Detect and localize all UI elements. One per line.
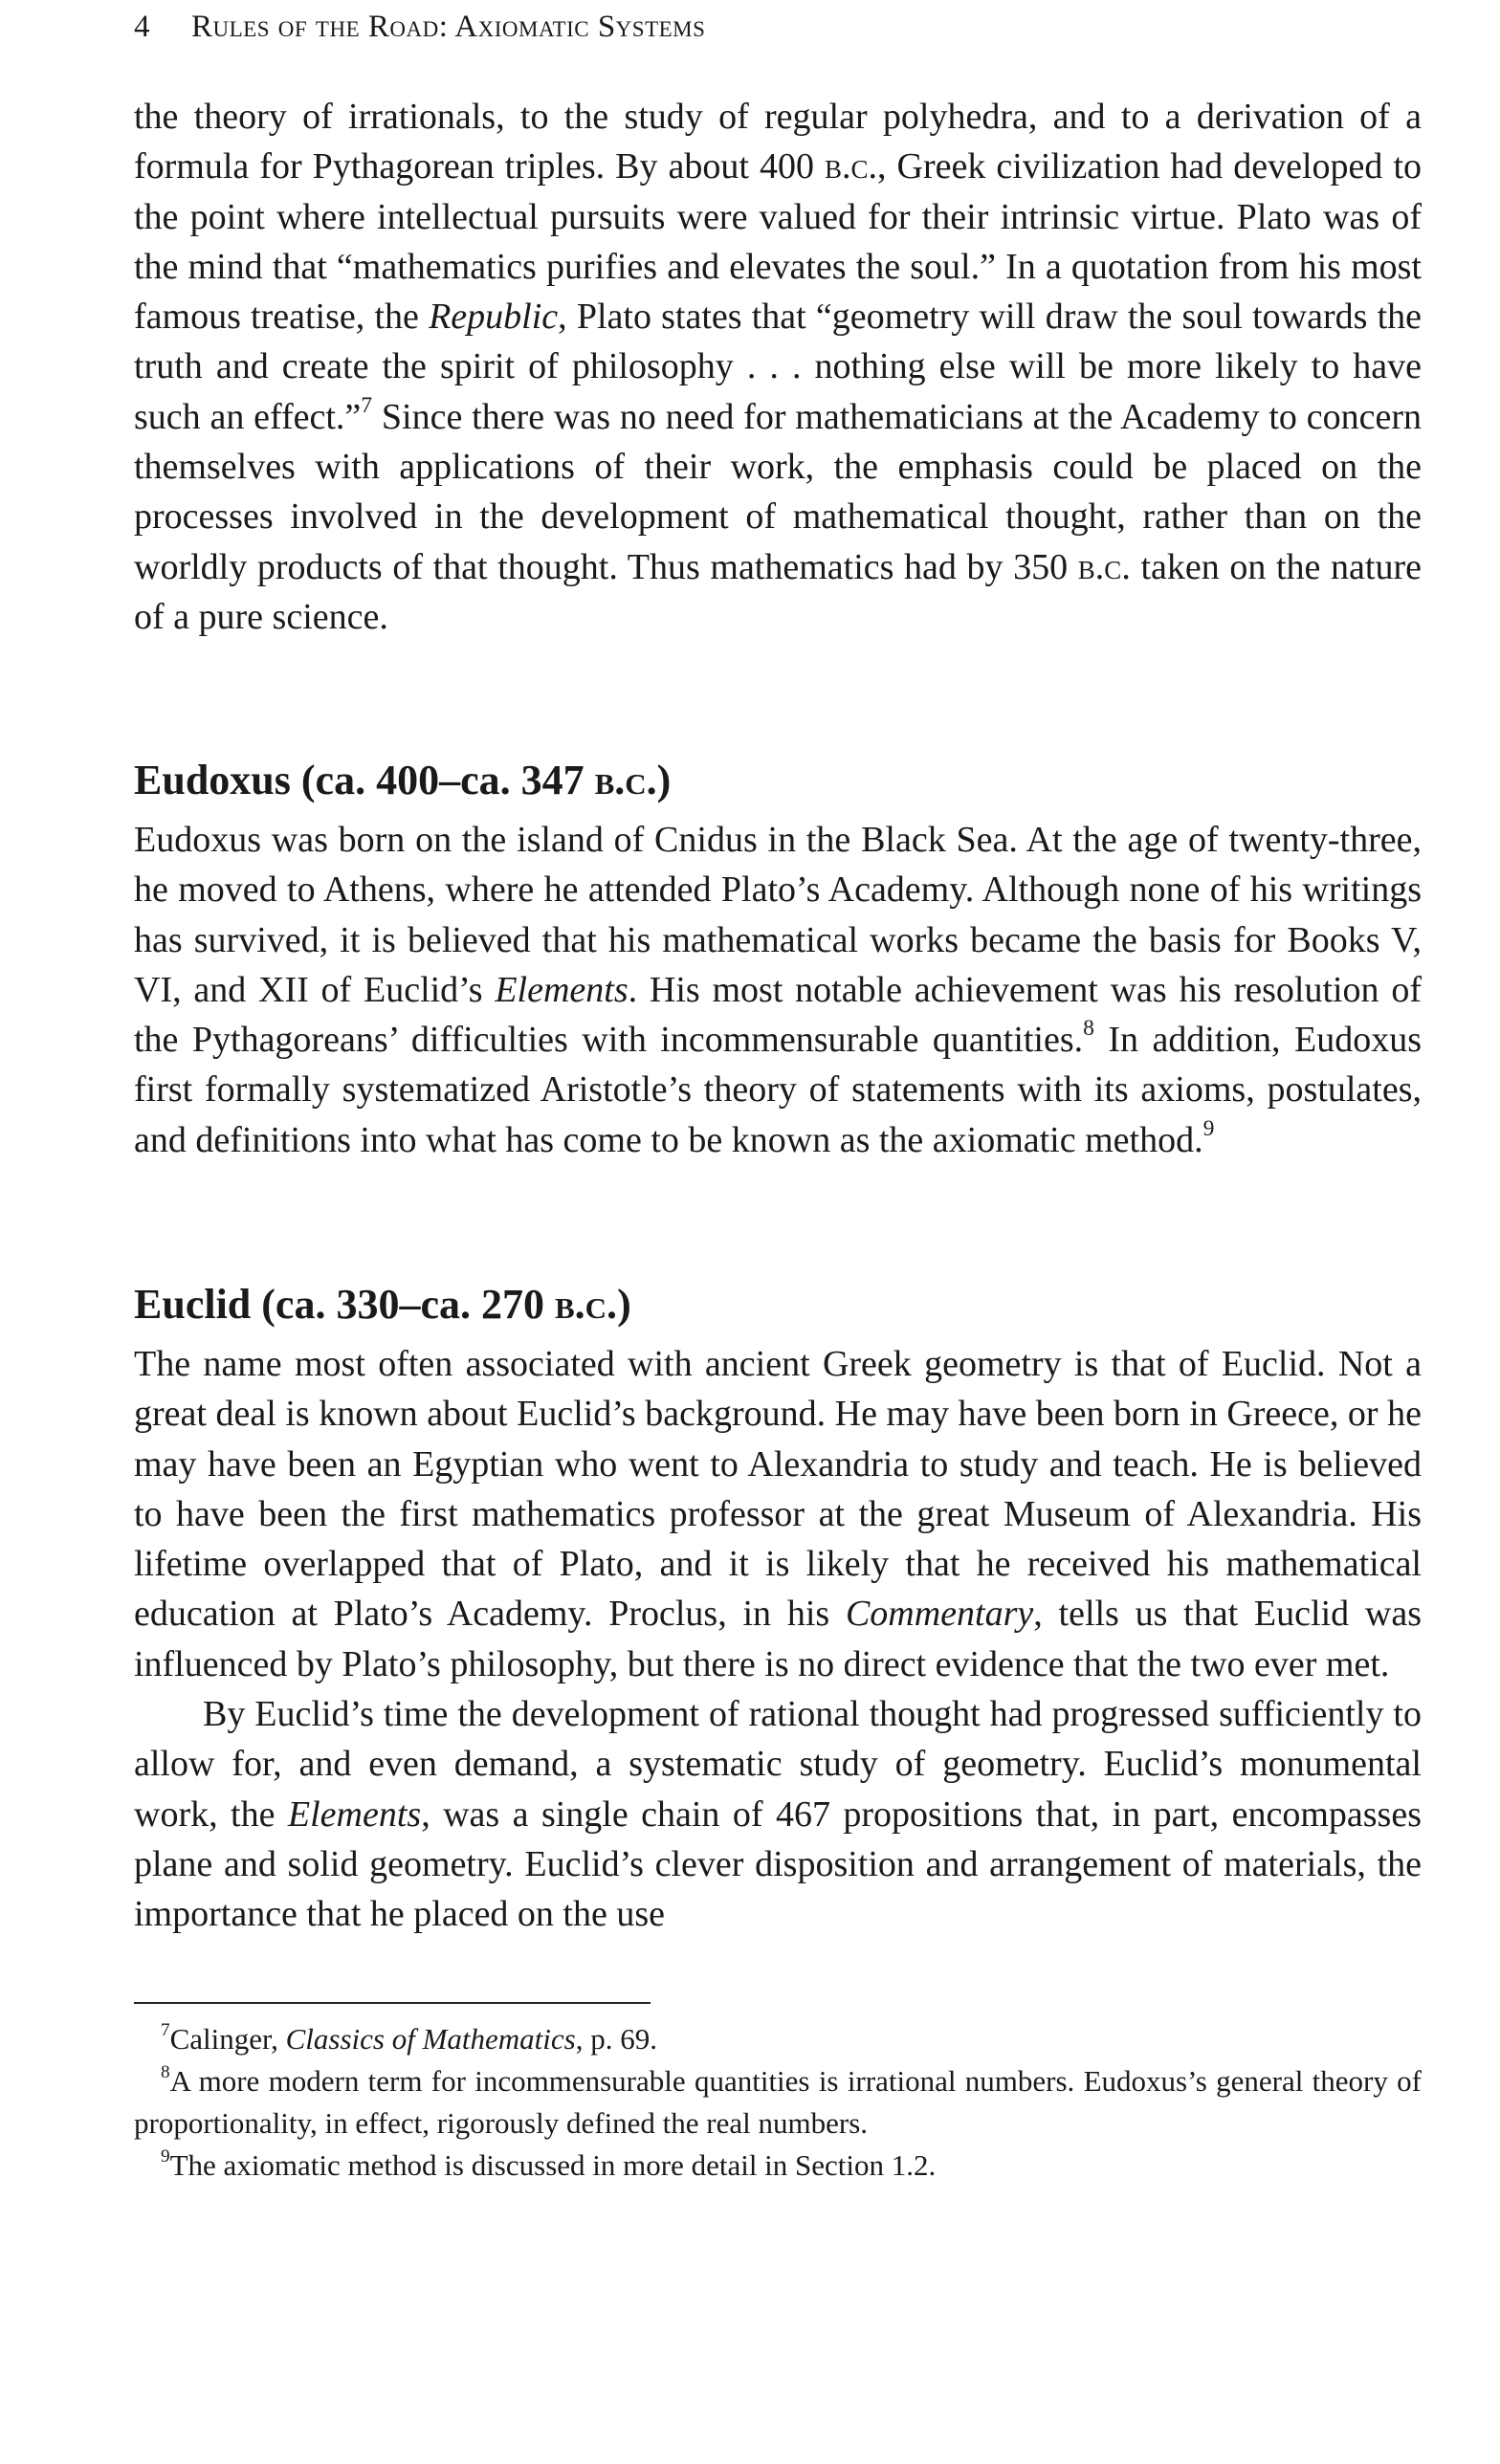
euclid-paragraph-2: By Euclid’s time the development of rational thought had progressed sufficiently to allow for, and even demand, a systematic study of geometry. Euclid’s monumental work, the Elements, was a single chain of 467 propositions that, in part, encompasses plane and solid geometry. Euclid’s clever disposition and arrangement of materials, the importance that he placed on the use <box>134 1694 1422 1935</box>
intro-paragraph: the theory of irrationals, to the study of regular polyhedra, and to a derivation of a formula for Pythagorean triples. By about 400 b.c., Greek civilization had developed to the point where intellectual pursuits were valued for their intrinsic virtue. Plato was of the mind that “mathematics purifies and elevates the soul.” In a quotation from his most famous treatise, the Republic, Plato states that “geometry will draw the soul towards the truth and create the spirit of philosophy . . . nothing else will be more likely to have such an effect.”$^7$ Since there was no need for mathematicians at the Academy to concern themselves with applications of their work, the emphasis could be placed on the processes involved in the development of mathematical thought, rather than on the worldly products of that thought. Thus mathematics had by 350 b.c. taken on the nature of a pure science. <box>134 97 1422 637</box>
running-header <box>134 10 705 45</box>
eudoxus-paragraph: Eudoxus was born on the island of Cnidus in the Black Sea. At the age of twenty-three, he moved to Athens, where he attended Plato’s Academy. Although none of his writings has survived, it is believed that his mathematical works became the basis for Books V, VI, and XII of Euclid’s Elements. His most notable achievement was his resolution of the Pythagoreans’ difficulties with incommensurable quantities.$^8$ In addition, Eudoxus first formally systematized Aristotle’s theory of statements with its axioms, postulates, and definitions into what has come to be known as the axiomatic method.$^9$ <box>134 820 1422 1160</box>
footnote-ref-8[interactable]: 8 <box>1083 1016 1094 1042</box>
book-title-commentary: Commentary <box>845 1594 1034 1635</box>
era-abbrev: b.c. <box>1077 546 1131 587</box>
section-heading-eudoxus: Eudoxus (ca. 400–ca. 347 b.c.) <box>134 757 672 803</box>
section-heading-euclid: Euclid (ca. 330–ca. 270 b.c.) <box>134 1281 631 1328</box>
footnote-ref-9[interactable]: 9 <box>1202 1115 1215 1141</box>
footnote-divider <box>134 2002 651 2004</box>
era-abbrev: b.c. <box>824 146 878 187</box>
euclid-section-body <box>134 1339 1422 1940</box>
book-title-elements: Elements <box>495 969 629 1010</box>
book-title-republic: Republic <box>429 297 559 338</box>
running-title: Rules of the Road: Axiomatic Systems <box>191 10 706 44</box>
footnote-ref-7[interactable]: 7 <box>361 392 373 418</box>
book-title-elements: Elements <box>287 1793 422 1835</box>
footnote-7: $^7$Calinger, Classics of Mathematics, p. 69. <box>161 2020 657 2056</box>
footnote-8: $^8$A more modern term for incommensurable quantities is irrational numbers. Eudoxus’s general theory of proportionality, in effect, rigorously defined the real numbers. <box>134 2062 1422 2140</box>
footnotes <box>134 2018 1422 2187</box>
footnote-9: $^9$The axiomatic method is discussed in more detail in Section 1.2. <box>161 2146 937 2182</box>
page-number: 4 <box>134 10 150 44</box>
euclid-paragraph-1: The name most often associated with ancient Greek geometry is that of Euclid. Not a great deal is known about Euclid’s background. He may have been born in Greece, or he may have been an Egyptian who went to Alexandria to study and teach. He is believed to have been the first mathematics professor at the great Museum of Alexandria. His lifetime overlapped that of Plato, and it is likely that he received his mathematical education at Plato’s Academy. Proclus, in his Commentary, tells us that Euclid was influenced by Plato’s philosophy, but there is no direct evidence that the two ever met. <box>134 1344 1422 1684</box>
